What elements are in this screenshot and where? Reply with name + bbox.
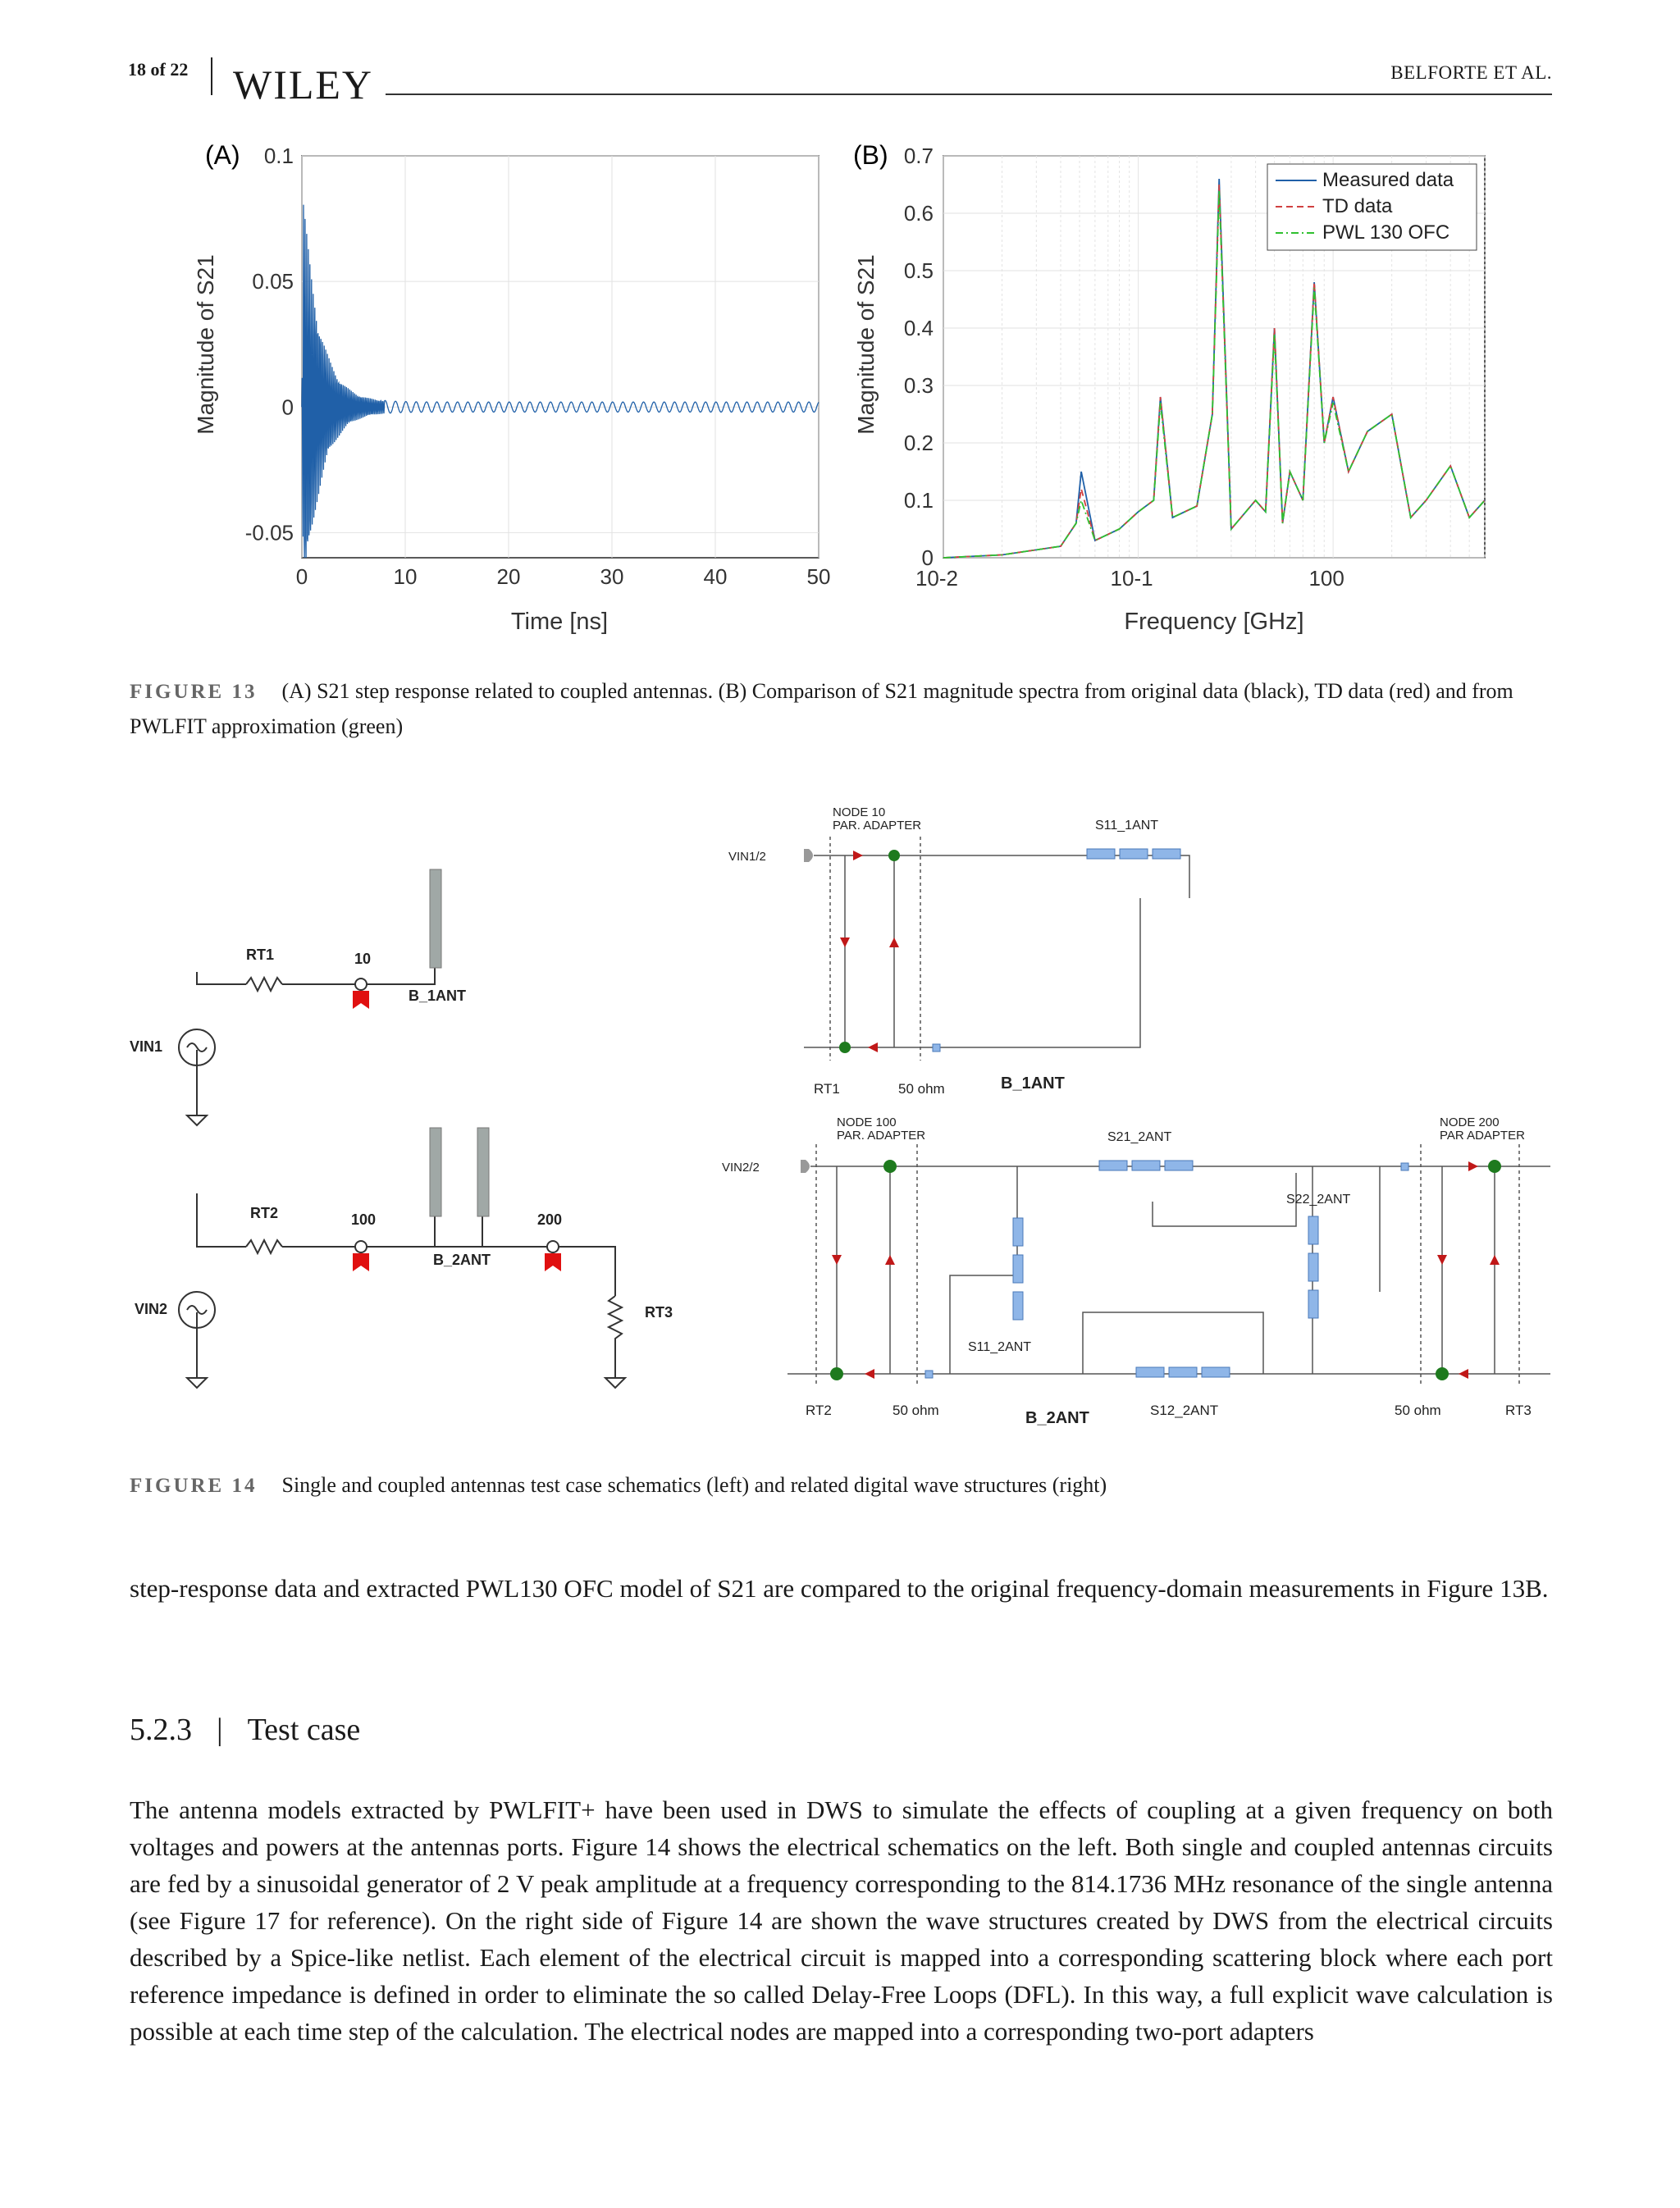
- section-number: 5.2.3: [130, 1713, 192, 1747]
- page-number: 18 of 22: [128, 59, 189, 80]
- label-b2ant: B_2ANT: [433, 1252, 491, 1268]
- wave-node200-l1: NODE 200: [1440, 1115, 1500, 1129]
- x-tick-label-a: 30: [600, 564, 624, 589]
- x-tick-label-b: 10-1: [1110, 566, 1153, 591]
- wave-s11-1ant: S11_1ANT: [1095, 819, 1159, 833]
- wave-node100-l1: NODE 100: [837, 1115, 897, 1129]
- wave-s11-2ant: S11_2ANT: [968, 1340, 1032, 1354]
- label-vin2: VIN2: [135, 1301, 168, 1317]
- legend-label: TD data: [1322, 195, 1393, 217]
- figure14-caption: [130, 1468, 1553, 1503]
- wave-rt3: RT3: [1505, 1403, 1532, 1418]
- y-tick-label-a: -0.05: [244, 520, 294, 545]
- legend: [1267, 164, 1477, 250]
- x-tick-label-a: 20: [496, 564, 521, 589]
- section-title: Test case: [247, 1713, 361, 1747]
- figure14-label: FIGURE 14: [130, 1475, 258, 1497]
- y-tick-label-b: 0.3: [903, 373, 934, 398]
- journal-logo: WILEY: [233, 62, 374, 107]
- y-tick-label-b: 0: [921, 545, 934, 570]
- plot-area-a: [302, 156, 819, 558]
- label-rt1: RT1: [246, 947, 275, 963]
- figure13-caption-text: (A) S21 step response related to coupled antennas. (B) Comparison of S21 magnitude spectra from original data (black), TD data (red) and from PWLFIT approximation (green): [130, 679, 1513, 738]
- running-authors: BELFORTE ET AL.: [1390, 62, 1552, 83]
- source1-icon: [804, 849, 813, 862]
- y-tick-label-b: 0.1: [903, 488, 934, 513]
- label-vin1: VIN1: [130, 1038, 163, 1055]
- panel-a-xlabel: Time [ns]: [510, 609, 609, 635]
- label-rt2: RT2: [250, 1205, 279, 1221]
- section-heading: [130, 1712, 360, 1748]
- port-10-icon: [353, 991, 369, 1009]
- label-node10: 10: [354, 951, 372, 967]
- wave-b2ant: B_2ANT: [1025, 1409, 1089, 1427]
- wave-b1ant: B_1ANT: [1001, 1074, 1065, 1093]
- y-tick-label-b: 0.2: [903, 431, 934, 455]
- y-tick-label-b: 0.6: [903, 201, 934, 226]
- y-tick-label-b: 0.5: [903, 258, 934, 283]
- header-rule: [386, 94, 1552, 95]
- source2-icon: [801, 1160, 810, 1173]
- panel-b-ylabel: Magnitude of S21: [853, 254, 879, 435]
- wave-vin2half: VIN2/2: [722, 1161, 760, 1175]
- port-100-icon: [353, 1253, 369, 1271]
- figure14-schematic: [123, 837, 714, 1427]
- panel-a-ylabel: Magnitude of S21: [193, 254, 218, 435]
- y-tick-label-b: 0.7: [903, 144, 934, 168]
- x-tick-label-a: 10: [393, 564, 418, 589]
- y-tick-label-b: 0.4: [903, 316, 934, 340]
- x-tick-label-b: 10-2: [915, 566, 959, 591]
- paragraph-1: step-response data and extracted PWL130 OFC model of S21 are compared to the original frequency-domain measurements in Figure 13B.: [130, 1574, 1549, 1603]
- x-tick-label-a: 40: [703, 564, 728, 589]
- figure14-caption-text: Single and coupled antennas test case schematics (left) and related digital wave structures (right): [281, 1473, 1107, 1497]
- panel-b-axes: [904, 144, 1485, 591]
- wave-50ohm-c: 50 ohm: [1395, 1403, 1441, 1418]
- wave-rt1: RT1: [814, 1081, 840, 1097]
- figure13-panel-a: [189, 139, 845, 648]
- wave-s22-2ant: S22_2ANT: [1286, 1193, 1351, 1207]
- x-tick-label-b: 100: [1308, 566, 1344, 591]
- x-tick-label-a: 50: [806, 564, 831, 589]
- label-b1ant: B_1ANT: [409, 988, 467, 1004]
- header-divider: [211, 57, 212, 95]
- figure13-panel-b: [845, 139, 1501, 648]
- figure13-label: FIGURE 13: [130, 681, 258, 703]
- panel-b-tag: (B): [853, 140, 888, 170]
- wave-50ohm-a: 50 ohm: [898, 1081, 945, 1097]
- wave-rt2: RT2: [806, 1403, 832, 1418]
- panel-a-tag: (A): [205, 140, 240, 170]
- wave-node100-l2: PAR. ADAPTER: [837, 1129, 926, 1143]
- label-rt3: RT3: [645, 1304, 673, 1321]
- label-node200: 200: [537, 1211, 563, 1228]
- x-tick-label-a: 0: [295, 564, 308, 589]
- wave-50ohm-b: 50 ohm: [892, 1403, 939, 1418]
- y-tick-label-a: 0.05: [252, 269, 294, 294]
- y-tick-label-a: 0.1: [263, 144, 294, 168]
- label-node100: 100: [351, 1211, 377, 1228]
- paragraph-2: The antenna models extracted by PWLFIT+ have been used in DWS to simulate the effects of coupling at a given frequency on both voltages and powers at the antennas ports. Figure 14 shows the electrical schematics on the left. Both single and coupled antennas circuits are fed by a sinusoidal generator of 2 V peak amplitude at a frequency corresponding to the 814.1736 MHz resonance of the single antenna (see Figure 17 for reference). On the right side of Figure 14 are shown the wave structures created by DWS from the electrical circuits described by a Spice-like netlist. Each element of the electrical circuit is mapped into a corresponding scattering block where each port reference impedance is defined in order to eliminate the so called Delay-Free Loops (DFL). In this way, a full explicit wave calculation is possible at each time step of the calculation. The electrical nodes are mapped into a corresponding two-port adapters: [130, 1795, 1553, 2046]
- panel-a-axes: [245, 144, 831, 589]
- section-separator: |: [217, 1713, 223, 1747]
- y-tick-label-a: 0: [281, 395, 294, 420]
- wave-node200-l2: PAR ADAPTER: [1440, 1129, 1525, 1143]
- antenna-2a-icon: [430, 1128, 441, 1216]
- legend-label: Measured data: [1322, 169, 1454, 191]
- legend-label: PWL 130 OFC: [1322, 221, 1450, 244]
- wave-vin1half: VIN1/2: [728, 850, 766, 864]
- wave-node10-l2: PAR. ADAPTER: [833, 819, 922, 833]
- figure14-wave-structure: [689, 800, 1575, 1439]
- antenna-2b-icon: [477, 1128, 489, 1216]
- antenna-1-icon: [430, 869, 441, 968]
- figure13-caption: [130, 674, 1553, 744]
- panel-b-xlabel: Frequency [GHz]: [1124, 609, 1304, 635]
- wave-s12-2ant: S12_2ANT: [1150, 1403, 1219, 1418]
- port-200-icon: [545, 1253, 561, 1271]
- wave-node10-l1: NODE 10: [833, 805, 886, 819]
- wave-s21-2ant: S21_2ANT: [1107, 1130, 1172, 1144]
